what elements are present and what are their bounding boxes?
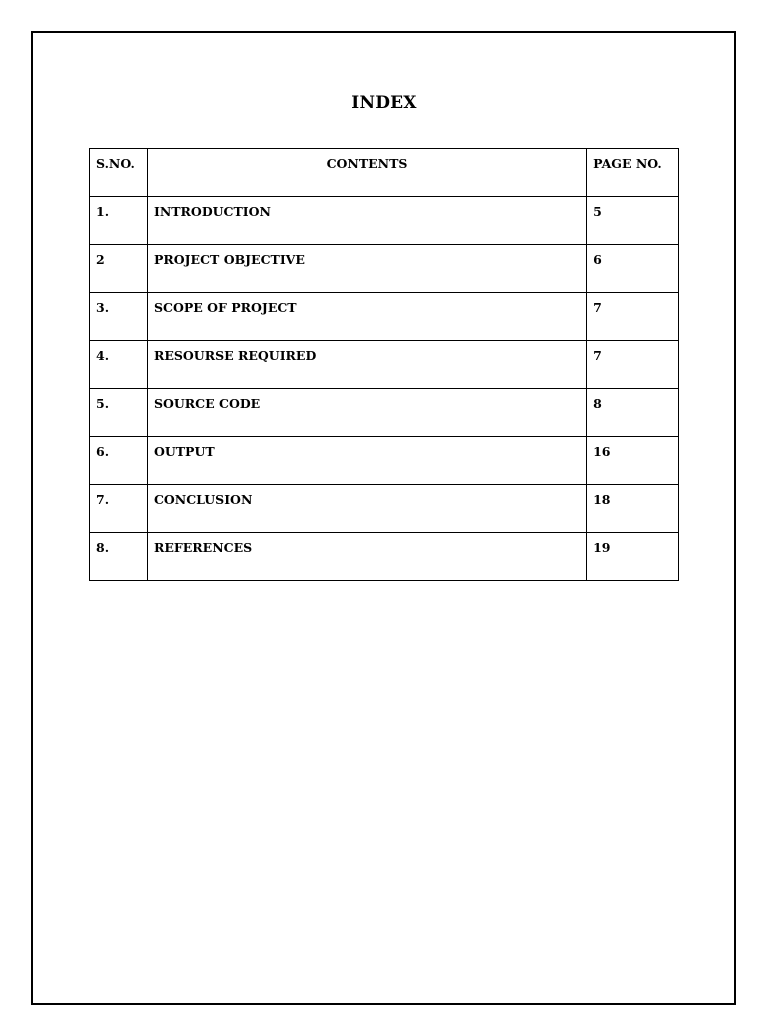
row-content: OUTPUT: [147, 437, 586, 485]
page-title: INDEX: [351, 93, 417, 113]
row-page: 7: [587, 293, 679, 341]
row-sno: 7.: [90, 485, 148, 533]
row-sno: 8.: [90, 533, 148, 581]
row-sno: 2: [90, 245, 148, 293]
table-row: [90, 197, 679, 245]
row-content: INTRODUCTION: [147, 197, 586, 245]
row-page: 19: [587, 533, 679, 581]
row-content: REFERENCES: [147, 533, 586, 581]
row-content: CONCLUSION: [147, 485, 586, 533]
table-row: [90, 437, 679, 485]
row-page: 8: [587, 389, 679, 437]
header-contents: CONTENTS: [147, 149, 586, 197]
row-sno: 4.: [90, 341, 148, 389]
row-page: 18: [587, 485, 679, 533]
row-content: PROJECT OBJECTIVE: [147, 245, 586, 293]
table-row: [90, 341, 679, 389]
row-page: 6: [587, 245, 679, 293]
table-row: [90, 533, 679, 581]
row-page: 16: [587, 437, 679, 485]
row-sno: 1.: [90, 197, 148, 245]
row-sno: 3.: [90, 293, 148, 341]
header-sno: S.NO.: [90, 149, 148, 197]
table-row: [90, 293, 679, 341]
row-content: RESOURSE REQUIRED: [147, 341, 586, 389]
table-row: [90, 389, 679, 437]
row-page: 7: [587, 341, 679, 389]
row-sno: 6.: [90, 437, 148, 485]
row-page: 5: [587, 197, 679, 245]
row-content: SOURCE CODE: [147, 389, 586, 437]
header-page-no: PAGE NO.: [587, 149, 679, 197]
table-header-row: [90, 149, 679, 197]
table-row: [90, 245, 679, 293]
row-sno: 5.: [90, 389, 148, 437]
index-table: [89, 148, 679, 581]
table-row: [90, 485, 679, 533]
row-content: SCOPE OF PROJECT: [147, 293, 586, 341]
